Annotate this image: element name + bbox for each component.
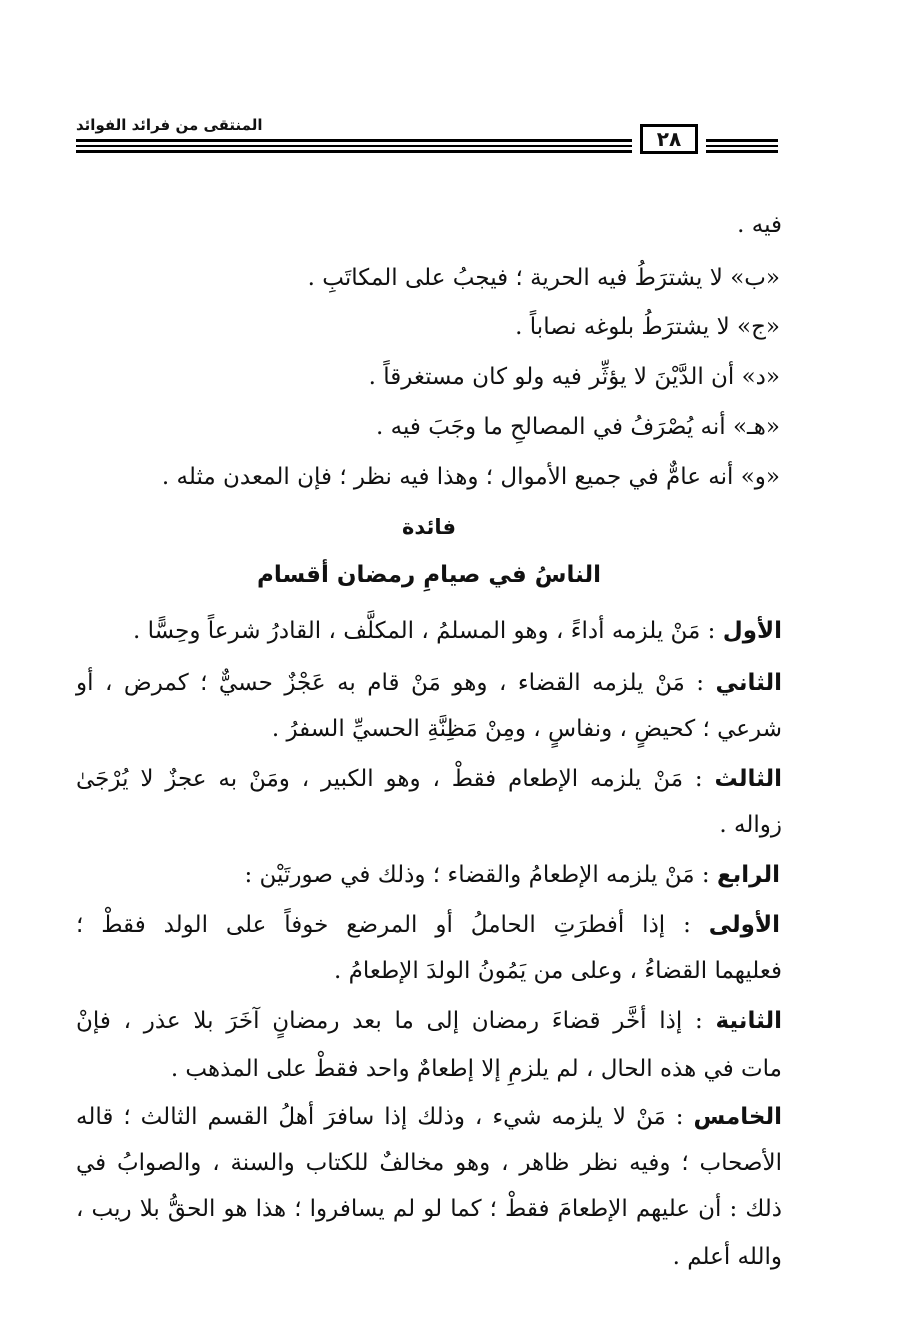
text-line: فيه . <box>737 212 782 238</box>
header-rule <box>706 145 778 147</box>
paragraph-text: : مَنْ يلزمه الإطعام فقطْ ، وهو الكبير ، ومَنْ به عجزٌ لا يُرْجَىٰ <box>76 766 715 792</box>
paragraph-text: : مَنْ يلزمه أداءً ، وهو المسلمُ ، المكلَّف ، القادرُ شرعاً وحِسًّا . <box>133 618 723 644</box>
paragraph-term: الثالث <box>714 766 782 792</box>
paragraph-line: شرعي ؛ كحيضٍ ، ونفاسٍ ، ومِنْ مَظِنَّةِ الحسيِّ السفرُ . <box>271 716 782 742</box>
paragraph-line: الأصحاب ؛ وفيه نظر ظاهر ، وهو مخالفٌ للكتاب والسنة ، والصوابُ في <box>76 1150 782 1176</box>
paragraph-term: الأول <box>722 618 782 644</box>
header-rule <box>76 139 632 142</box>
text-line: «ب» لا يشترَطُ فيه الحرية ؛ فيجبُ على المكاتَبِ . <box>307 265 780 291</box>
paragraph-line: والله أعلم . <box>672 1244 782 1270</box>
page-number: ٢٨ <box>640 124 698 154</box>
paragraph-term: الخامس <box>693 1104 782 1130</box>
section-heading: فائدة <box>401 515 457 539</box>
paragraph-line <box>76 762 782 796</box>
running-header-title: المنتقى من فرائد الفوائد <box>76 116 263 134</box>
paragraph-text: : إذا أفطرَتِ الحاملُ أو المرضع خوفاً على الولد فقطْ ؛ <box>76 912 709 938</box>
paragraph-line: زواله . <box>719 812 782 838</box>
paragraph-text: : مَنْ يلزمه الإطعامُ والقضاء ؛ وذلك في صورتَيْن : <box>244 862 717 888</box>
paragraph-line <box>76 614 782 648</box>
paragraph-line: ذلك : أن عليهم الإطعامَ فقطْ ؛ كما لو لم يسافروا ؛ هذا هو الحقُّ بلا ريب ، <box>76 1196 782 1222</box>
header-rule <box>706 139 778 142</box>
paragraph-term: الرابع <box>716 862 780 888</box>
paragraph-line <box>76 1004 782 1038</box>
text-line: «هـ» أنه يُصْرَفُ في المصالحِ ما وجَبَ فيه . <box>376 414 780 440</box>
paragraph-term: الثاني <box>715 670 782 696</box>
paragraph-line: مات في هذه الحال ، لم يلزمِ إلا إطعامٌ واحد فقطْ على المذهب . <box>170 1056 782 1082</box>
paragraph-line <box>76 908 780 942</box>
header-rule <box>76 145 632 147</box>
section-subheading: الناسُ في صيامِ رمضان أقسام <box>256 562 601 588</box>
paragraph-term: الثانية <box>715 1008 782 1034</box>
header-rule <box>76 150 632 153</box>
paragraph-line <box>76 1100 782 1134</box>
text-line: «د» أن الدَّيْنَ لا يؤثِّر فيه ولو كان مستغرقاً . <box>368 364 780 390</box>
paragraph-term: الأولى <box>708 912 780 938</box>
paragraph-line <box>76 858 780 892</box>
header-rule <box>706 150 778 153</box>
paragraph-text: : مَنْ يلزمه القضاء ، وهو مَنْ قام به عَجْزٌ حسيٌّ ؛ كمرض ، أو <box>76 670 716 696</box>
paragraph-text: : مَنْ لا يلزمه شيء ، وذلك إذا سافرَ أهلُ القسم الثالث ؛ قاله <box>76 1104 694 1130</box>
text-line: «و» أنه عامٌّ في جميع الأموال ؛ وهذا فيه نظر ؛ فإن المعدن مثله . <box>161 464 780 490</box>
paragraph-line <box>76 666 782 700</box>
text-line: «ج» لا يشترَطُ بلوغه نصاباً . <box>515 314 780 340</box>
paragraph-text: : إذا أخَّر قضاءَ رمضان إلى ما بعد رمضانٍ آخَرَ بلا عذر ، فإنْ <box>76 1008 716 1034</box>
paragraph-line: فعليهما القضاءُ ، وعلى من يَمُونُ الولدَ الإطعامُ . <box>333 958 782 984</box>
